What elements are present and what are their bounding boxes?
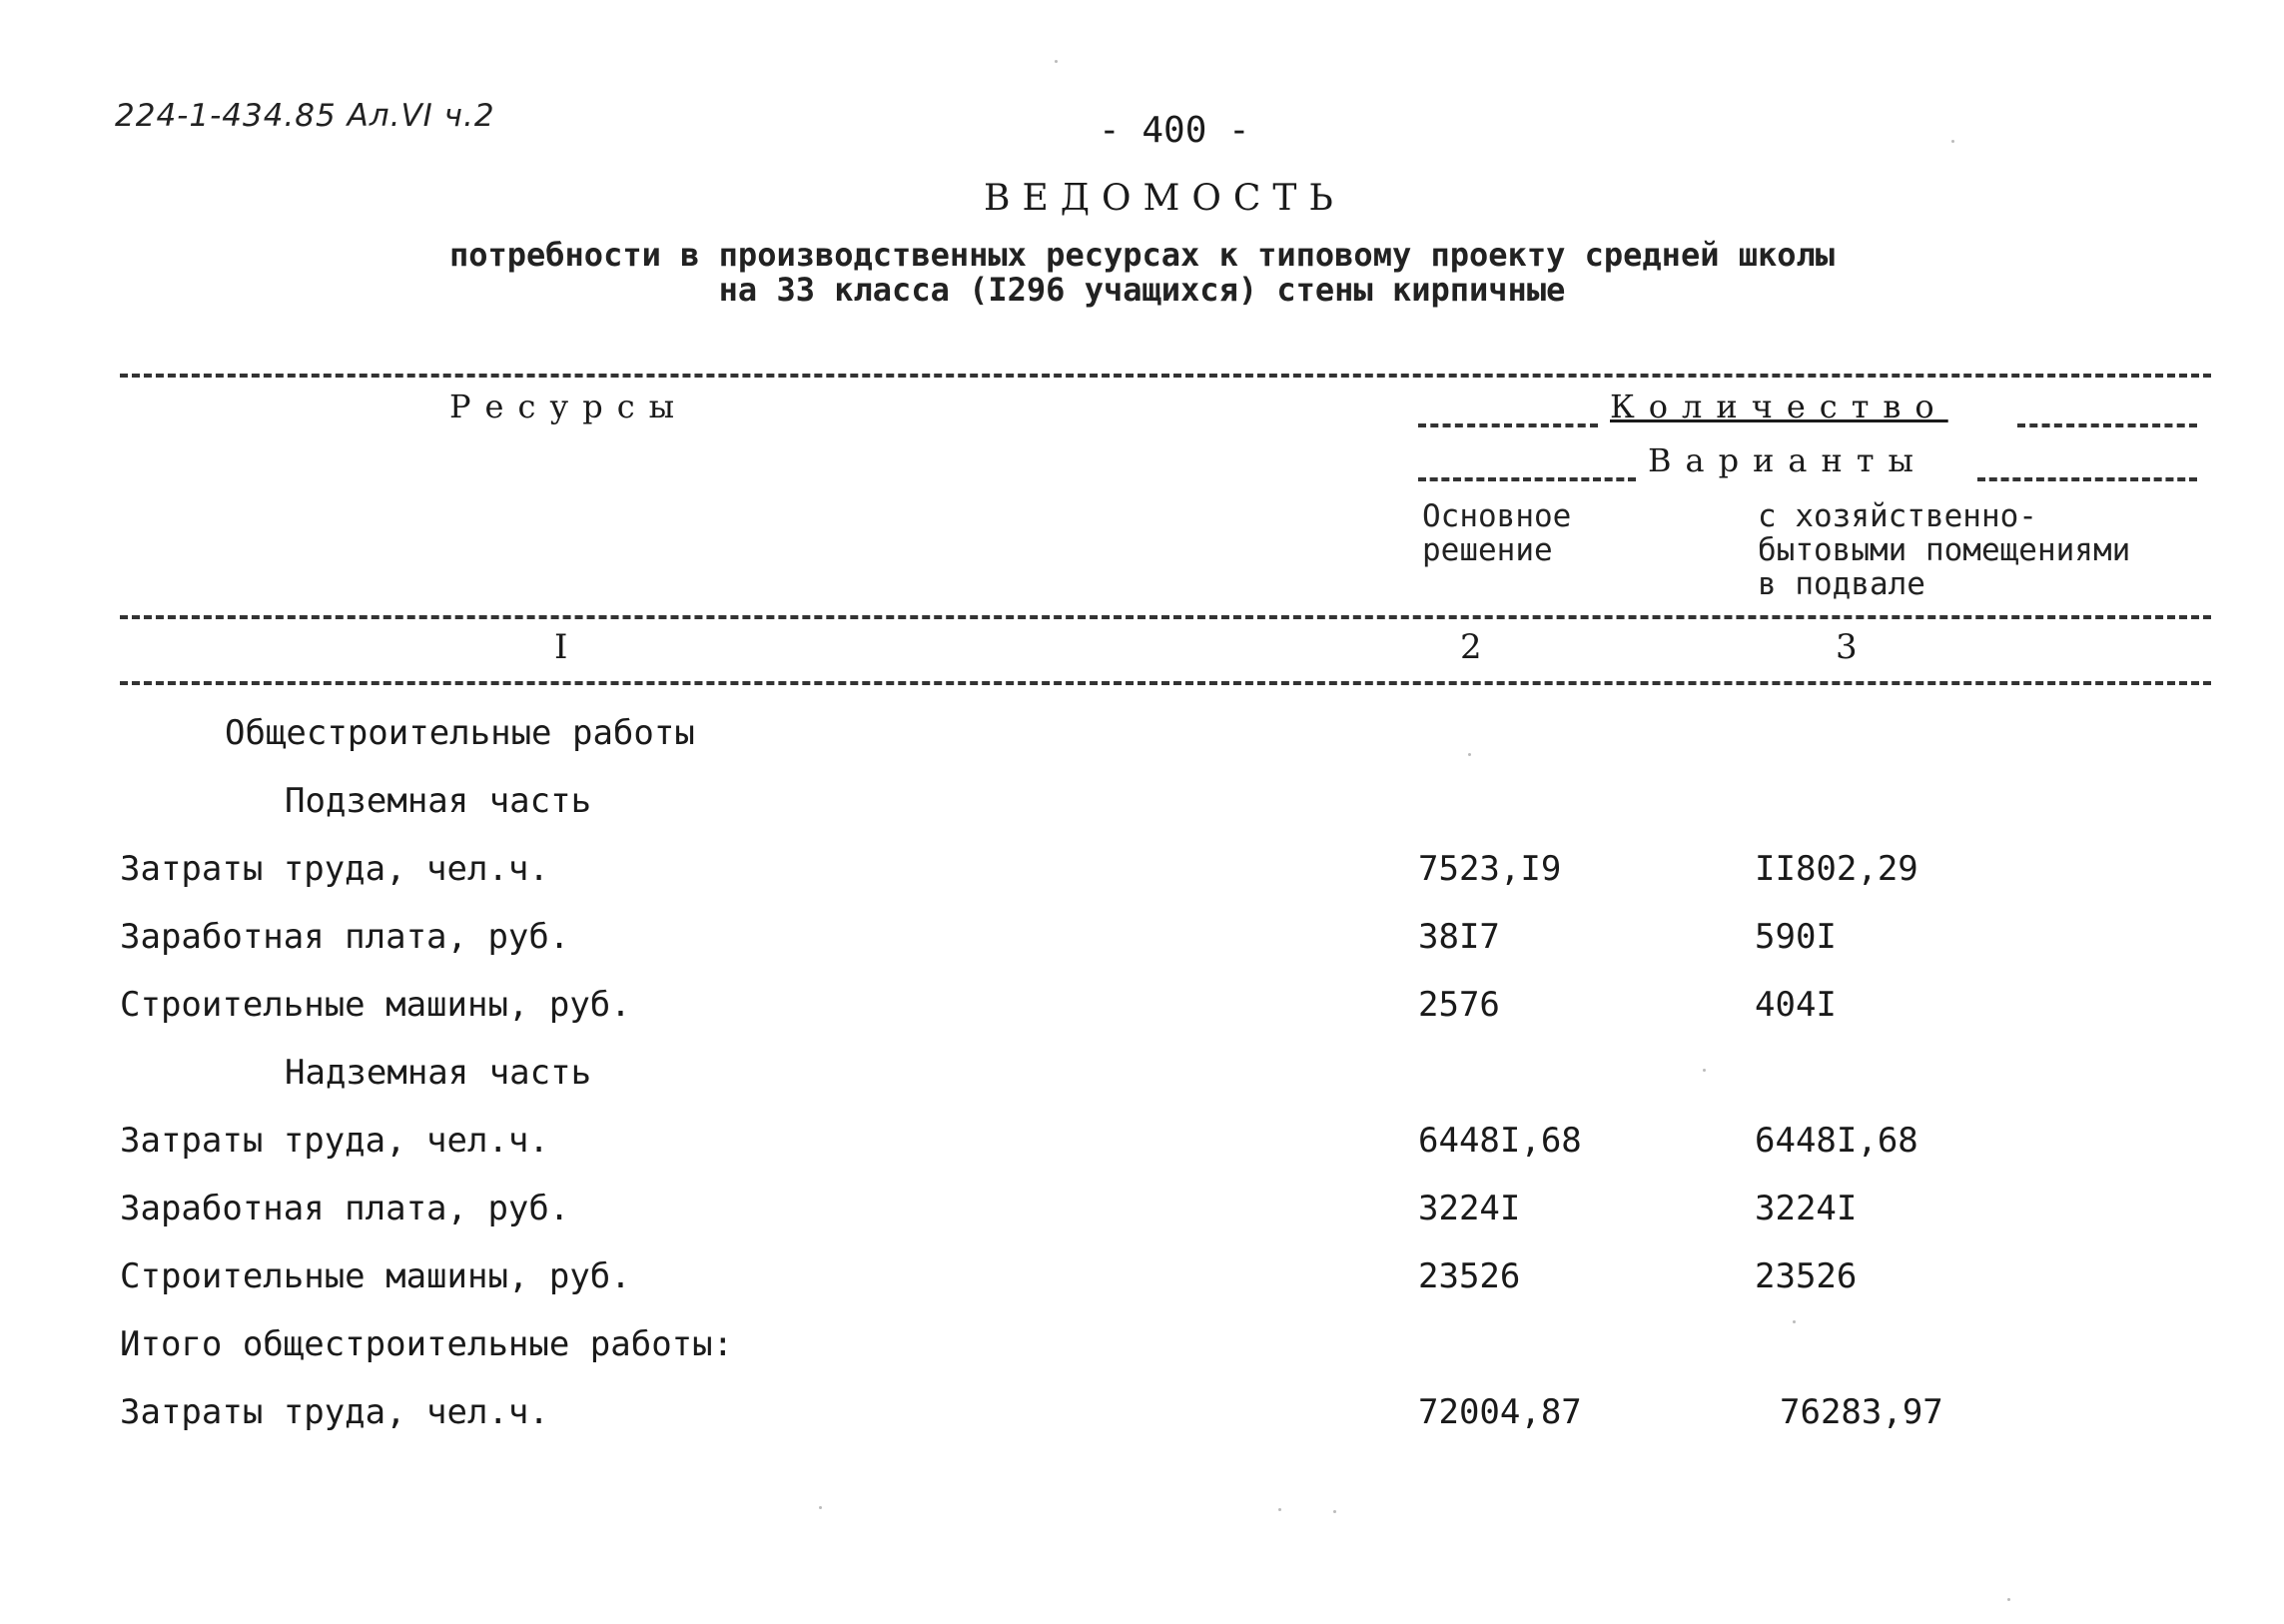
table-row: [0, 917, 2284, 977]
row-label: Затраты труда, чел.ч.: [120, 849, 549, 889]
document-subtitle: [0, 238, 2284, 308]
row-value-alt: 590I: [1755, 917, 1837, 957]
row-value-main: 72004,87: [1418, 1392, 1582, 1432]
table-row: [0, 985, 2284, 1045]
document-code: 224-1-434.85 Ал.VI ч.2: [115, 98, 495, 134]
row-value-main: 23526: [1418, 1256, 1521, 1296]
header-main-line-2: решение: [1422, 532, 1553, 568]
table-row: [0, 1053, 2284, 1113]
header-variants: Варианты: [1648, 441, 1927, 479]
row-label: Строительные машины, руб.: [120, 985, 631, 1025]
row-label: Затраты труда, чел.ч.: [120, 1121, 549, 1161]
table-row: [0, 1121, 2284, 1181]
row-value-alt: 6448I,68: [1755, 1121, 1918, 1161]
row-label: Заработная плата, руб.: [120, 1189, 570, 1228]
row-label: Строительные машины, руб.: [120, 1256, 631, 1296]
scan-speck: [2007, 1598, 2010, 1601]
header-resources: Ресурсы: [449, 388, 689, 425]
row-value-alt: 23526: [1755, 1256, 1858, 1296]
scan-speck: [1333, 1510, 1336, 1513]
scan-speck: [819, 1506, 822, 1509]
table-row: [0, 1256, 2284, 1316]
variants-rule-left: [1418, 477, 1636, 481]
header-alt-line-1: с хозяйственно-: [1758, 498, 2037, 534]
quantity-rule-right: [2017, 423, 2197, 427]
scan-speck: [1951, 140, 1954, 143]
table-row: [0, 1189, 2284, 1248]
variants-rule-right: [1977, 477, 2197, 481]
quantity-rule-left: [1418, 423, 1598, 427]
table-row: [0, 1324, 2284, 1384]
subtitle-line-1: потребности в производственных ресурсах к типовому проекту средней школы: [448, 236, 1836, 274]
page-number: - 400 -: [1099, 110, 1250, 151]
column-numbers-rule: [120, 681, 2211, 685]
row-label: Надземная часть: [285, 1053, 592, 1093]
row-value-main: 3224I: [1418, 1189, 1521, 1228]
row-value-main: 6448I,68: [1418, 1121, 1582, 1161]
row-value-main: 7523,I9: [1418, 849, 1562, 889]
row-value-alt: 404I: [1755, 985, 1837, 1025]
scan-speck: [1703, 1069, 1706, 1072]
table-top-rule: [120, 374, 2211, 378]
column-number-1: I: [554, 627, 568, 667]
row-value-alt: 76283,97: [1780, 1392, 1943, 1432]
subtitle-line-2: на 33 класса (I296 учащихся) стены кирпичные: [718, 271, 1566, 309]
table-row: [0, 781, 2284, 841]
row-label: Итого общестроительные работы:: [120, 1324, 734, 1364]
document-title: ВЕДОМОСТЬ: [984, 178, 1345, 219]
header-alt-solution: [1758, 499, 2130, 601]
row-value-alt: II802,29: [1755, 849, 1918, 889]
scan-speck: [1055, 60, 1058, 63]
table-row: [0, 713, 2284, 773]
row-label: Подземная часть: [285, 781, 592, 821]
header-quantity: Количество: [1610, 388, 1948, 425]
table-row: [0, 849, 2284, 909]
header-main-solution: [1422, 499, 1571, 567]
scan-speck: [1468, 753, 1471, 756]
header-alt-line-3: в подвале: [1758, 566, 1925, 602]
row-value-main: 2576: [1418, 985, 1500, 1025]
row-label: Общестроительные работы: [225, 713, 695, 753]
column-number-3: 3: [1836, 627, 1858, 667]
row-value-alt: 3224I: [1755, 1189, 1858, 1228]
row-label: Заработная плата, руб.: [120, 917, 570, 957]
column-number-2: 2: [1460, 627, 1482, 667]
header-bottom-rule: [120, 615, 2211, 619]
row-value-main: 38I7: [1418, 917, 1500, 957]
row-label: Затраты труда, чел.ч.: [120, 1392, 549, 1432]
table-row: [0, 1392, 2284, 1452]
scan-speck: [1793, 1320, 1796, 1323]
scan-speck: [1278, 1508, 1281, 1511]
header-alt-line-2: бытовыми помещениями: [1758, 532, 2131, 568]
header-main-line-1: Основное: [1422, 498, 1572, 534]
